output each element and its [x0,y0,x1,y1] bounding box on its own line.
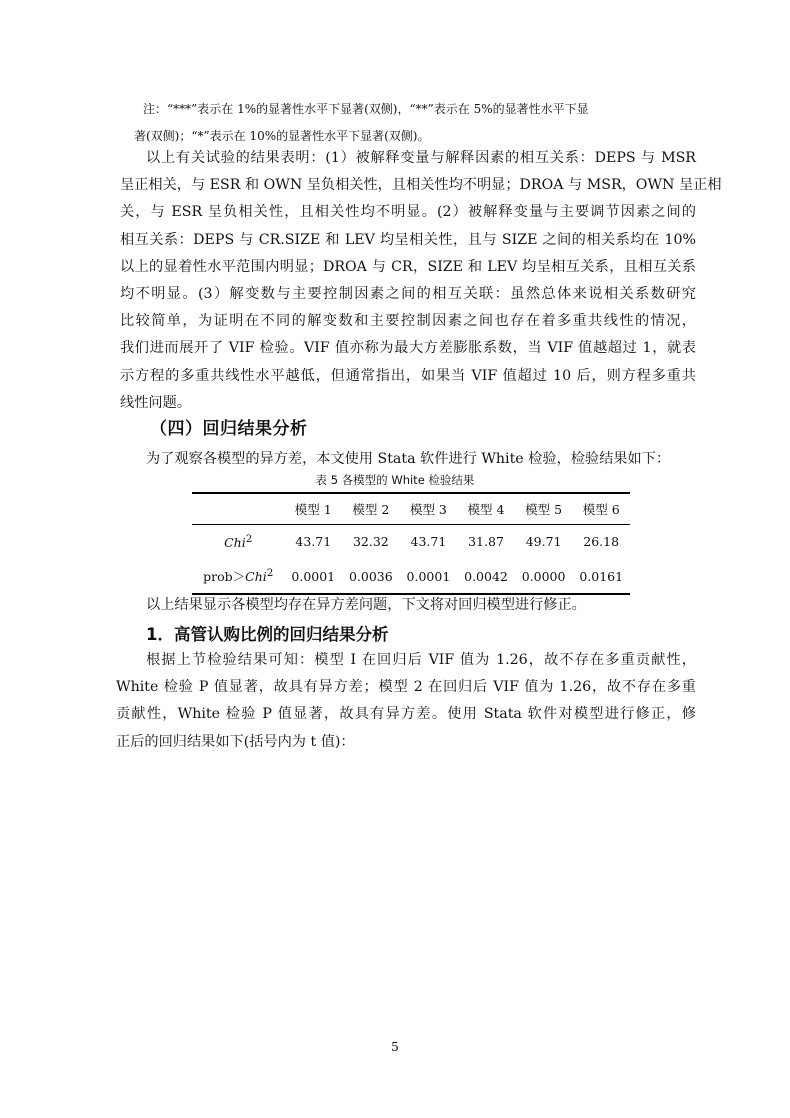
table-cell: 0.0161 [572,559,630,594]
paragraph-line: 比较简单，为证明在不同的解变数和主要控制因素之间也存在着多重共线性的情况， [120,313,696,330]
white-test-table [192,492,630,595]
paragraph-line: 以上的显着性水平范围内明显；DROA 与 CR，SIZE 和 LEV 均呈相互关系，且相互关系 [120,258,696,275]
row-label-chi2: Chi$^2$ [224,533,253,551]
paragraph-line: 呈正相关，与 ESR 和 OWN 呈负相关性，且相关性均不明显；DROA 与 MSR，OWN 呈正相 [120,177,722,194]
correlation-results-paragraph [120,145,722,417]
table-cell: 0.0001 [400,559,458,594]
significance-note-line-2: 著(双侧)；“*”表示在 10%的显著性水平下显著(双侧)。 [134,129,430,143]
paragraph-line: 正后的回归结果如下(括号内为 t 值)： [116,733,355,750]
significance-note-line-1: 注：“***”表示在 1%的显著性水平下显著(双侧)，“**”表示在 5%的显著性水平下显 [143,102,589,116]
paragraph-line: 均不明显。(3）解变数与主要控制因素之间的相互关联：虽然总体来说相关系数研究 [120,285,696,302]
paragraph-line: 示方程的多重共线性水平越低，但通常指出，如果当 VIF 值超过 10 后，则方程多重共 [120,367,696,384]
table-cell: 0.0042 [457,559,515,594]
paragraph-line: 根据上节检验结果可知：模型 I 在回归后 VIF 值为 1.26，故不存在多重贡献性， [146,652,696,668]
regression-analysis-paragraph [116,647,696,756]
table-header-cell: 模型 5 [515,493,573,524]
table-cell: 32.32 [352,534,389,550]
row-label-prob-chi2: prob＞Chi$^2$ [192,559,284,594]
table-cell: 0.0036 [342,559,400,594]
page-number: 5 [391,1040,399,1054]
table-header-cell: 模型 2 [342,493,400,524]
table-cell: 49.71 [525,534,562,550]
paragraph-line: 我们进而展开了 VIF 检验。VIF 值亦称为最大方差膨胀系数，当 VIF 值越超过 1，就表 [120,340,696,357]
table-row [192,559,630,594]
section-heading-regression: （四）回归结果分析 [150,419,308,439]
white-test-intro: 为了观察各模型的异方差，本文使用 Stata 软件进行 White 检验，检验结果如下： [146,451,671,467]
paragraph-line: 线性问题。 [120,394,191,411]
table-row [192,524,630,559]
table-cell: 43.71 [410,534,447,550]
table-header-cell: 模型 3 [400,493,458,524]
paragraph-line: 相互关系：DEPS 与 CR.SIZE 和 LEV 均呈相关性，且与 SIZE 之间的相关系均在 10% [120,231,696,248]
heteroskedasticity-conclusion: 以上结果显示各模型均存在异方差问题，下文将对回归模型进行修正。 [146,597,586,613]
paragraph-line: White 检验 P 值显著，故具有异方差；模型 2 在回归后 VIF 值为 1.26，故不存在多重 [116,679,696,696]
subsection-heading-subscription-ratio: 1．高管认购比例的回归结果分析 [146,625,389,644]
table-header-cell: 模型 4 [457,493,515,524]
paragraph-line: 贡献性，White 检验 P 值显著，故具有异方差。使用 Stata 软件对模型进行修正，修 [116,706,696,723]
table-cell: 0.0000 [515,559,573,594]
table-header-row [192,493,630,524]
table-header-cell: 模型 6 [572,493,630,524]
paragraph-line: 关，与 ESR 呈负相关性，且相关性均不明显。(2）被解释变量与主要调节因素之间的 [120,204,696,221]
table-header-cell: 模型 1 [284,493,342,524]
table-cell: 0.0001 [284,559,342,594]
table-cell: 43.71 [295,534,332,550]
table-header-cell [192,493,284,524]
table-cell: 31.87 [468,534,504,550]
table-caption: 表 5 各模型的 White 检验结果 [315,473,475,487]
table-cell: 26.18 [583,534,620,550]
paragraph-line: 以上有关试验的结果表明：(1）被解释变量与解释因素的相互关系：DEPS 与 MSR [146,150,696,166]
